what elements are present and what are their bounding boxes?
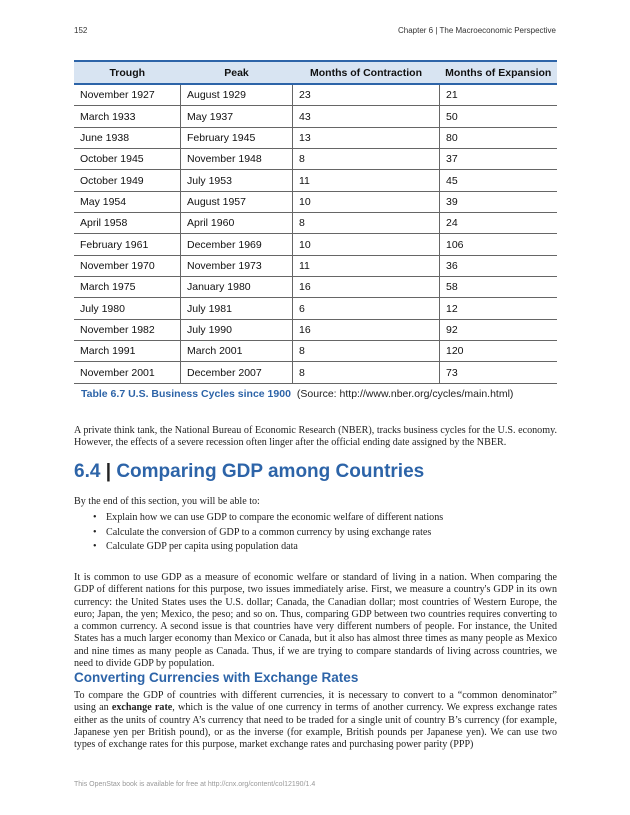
table-cell: 16 <box>293 319 440 340</box>
table-cell: 80 <box>440 127 558 148</box>
table-row <box>74 277 557 298</box>
key-term-exchange-rate: exchange rate <box>111 702 173 714</box>
table-row <box>74 106 557 127</box>
table-caption-source: (Source: http://www.nber.org/cycles/main.html) <box>296 388 514 400</box>
gdp-comparison-paragraph: It is common to use GDP as a measure of economic welfare or standard of living in a nation. When comparing the GDP of different nations for this purpose, two issues immediately arise. First, we measure a country's GDP in its own currency: the United States uses the U.S. dollar; Canada, the Canadian dollar; most countries of Western Europe, the euro; Japan, the yen; Mexico, the peso; and so on. Thus, comparing GDP between two countries requires converting to a common currency. A second issue is that countries have very different numbers of people. For instance, the United States has a much larger economy than Mexico or Canada, but it also has almost three times as many people as Mexico and nine times as many people as Canada. Thus, if we are trying to compare standards of living across countries, we need to divide GDP by population. <box>74 572 557 670</box>
table-header-row <box>74 61 557 84</box>
table-row <box>74 127 557 148</box>
nber-paragraph: A private think tank, the National Bureau of Economic Research (NBER), tracks business cycles for the U.S. economy. However, the effects of a severe recession often linger after the official ending date assigned by the NBER. <box>74 425 557 449</box>
table-cell: November 1927 <box>74 84 181 106</box>
table-cell: July 1981 <box>181 298 293 319</box>
table-row <box>74 191 557 212</box>
table-row <box>74 255 557 276</box>
column-header-trough: Trough <box>109 66 146 79</box>
table-cell: 11 <box>293 170 440 191</box>
table-cell: July 1990 <box>181 319 293 340</box>
running-header: Chapter 6 | The Macroeconomic Perspective <box>397 26 556 35</box>
table-cell: February 1945 <box>181 127 293 148</box>
table-row <box>74 234 557 255</box>
paragraph-text: To compare the GDP of countries with different currencies, it is necessary to convert to a “common denominator” using an <box>74 690 557 714</box>
table-cell: August 1957 <box>181 191 293 212</box>
list-item: • Calculate the conversion of GDP to a common currency by using exchange rates <box>106 526 443 541</box>
learning-objectives <box>74 511 443 555</box>
table-cell: 13 <box>293 127 440 148</box>
table-cell: 8 <box>293 149 440 170</box>
list-item: • Explain how we can use GDP to compare the economic welfare of different nations <box>106 511 443 526</box>
table-cell: June 1938 <box>74 127 181 148</box>
table-cell: November 2001 <box>74 362 181 383</box>
table-cell: November 1973 <box>181 255 293 276</box>
table-cell: March 1975 <box>74 277 181 298</box>
table-cell: 23 <box>293 84 440 106</box>
list-item: • Calculate GDP per capita using population data <box>106 540 443 555</box>
page-number: 152 <box>74 26 88 35</box>
page-footer: This OpenStax book is available for free at http://cnx.org/content/col12190/1.4 <box>74 781 316 788</box>
exchange-rate-paragraph <box>74 690 557 751</box>
section-number: 6.4 <box>74 461 101 482</box>
table-cell: August 1929 <box>181 84 293 106</box>
table-cell: 8 <box>293 213 440 234</box>
table-cell: April 1958 <box>74 213 181 234</box>
table-caption <box>81 388 513 400</box>
column-header-months-contraction: Months of Contraction <box>310 66 422 79</box>
table-cell: 24 <box>440 213 558 234</box>
table-cell: 39 <box>440 191 558 212</box>
table-cell: 73 <box>440 362 558 383</box>
table-cell: November 1982 <box>74 319 181 340</box>
table-cell: 50 <box>440 106 558 127</box>
table-cell: October 1945 <box>74 149 181 170</box>
table-row <box>74 84 557 106</box>
table-cell: March 1933 <box>74 106 181 127</box>
section-title-text: Comparing GDP among Countries <box>116 461 425 482</box>
table-cell: December 2007 <box>181 362 293 383</box>
table-cell: 12 <box>440 298 558 319</box>
table-cell: 43 <box>293 106 440 127</box>
table-cell: 120 <box>440 341 558 362</box>
paragraph-text: , which is the value of one currency in terms of another currency. We express exchange rates either as the units of country A’s currency that need to be traded for a single unit of country B’s currency (for example, Japanese yen per British pound), or as the inverse (for example, British pounds per Japanese yen). We can use two types of exchange rates for this purpose, market exchange rates and purchasing power parity (PPP) <box>74 702 557 751</box>
table-cell: 21 <box>440 84 558 106</box>
table-row <box>74 341 557 362</box>
table-cell: 106 <box>440 234 558 255</box>
table-cell: 8 <box>293 362 440 383</box>
table-cell: 92 <box>440 319 558 340</box>
table-cell: 11 <box>293 255 440 276</box>
table-cell: 10 <box>293 191 440 212</box>
table-caption-label: Table 6.7 U.S. Business Cycles since 1900 <box>81 388 291 400</box>
table-body <box>74 84 557 383</box>
objectives-intro: By the end of this section, you will be able to: <box>74 496 260 507</box>
table-row <box>74 213 557 234</box>
table-row <box>74 149 557 170</box>
table-cell: 37 <box>440 149 558 170</box>
table-row <box>74 170 557 191</box>
table-cell: 8 <box>293 341 440 362</box>
section-title <box>74 461 424 483</box>
table-cell: October 1949 <box>74 170 181 191</box>
table-cell: 16 <box>293 277 440 298</box>
table-cell: May 1937 <box>181 106 293 127</box>
table-cell: July 1980 <box>74 298 181 319</box>
table-cell: November 1970 <box>74 255 181 276</box>
table-cell: April 1960 <box>181 213 293 234</box>
table-row <box>74 362 557 383</box>
table-cell: November 1948 <box>181 149 293 170</box>
table-cell: March 1991 <box>74 341 181 362</box>
table-cell: December 1969 <box>181 234 293 255</box>
table-cell: March 2001 <box>181 341 293 362</box>
table-cell: 58 <box>440 277 558 298</box>
table-cell: May 1954 <box>74 191 181 212</box>
table-cell: 6 <box>293 298 440 319</box>
table-cell: February 1961 <box>74 234 181 255</box>
subsection-title: Converting Currencies with Exchange Rates <box>74 670 359 685</box>
column-header-peak: Peak <box>224 66 249 79</box>
table-cell: 10 <box>293 234 440 255</box>
table-cell: July 1953 <box>181 170 293 191</box>
section-separator: | <box>105 461 112 482</box>
business-cycles-table <box>74 60 557 384</box>
column-header-months-expansion: Months of Expansion <box>445 66 552 79</box>
table-row <box>74 298 557 319</box>
table-cell: January 1980 <box>181 277 293 298</box>
table-cell: 36 <box>440 255 558 276</box>
table-cell: 45 <box>440 170 558 191</box>
table-row <box>74 319 557 340</box>
